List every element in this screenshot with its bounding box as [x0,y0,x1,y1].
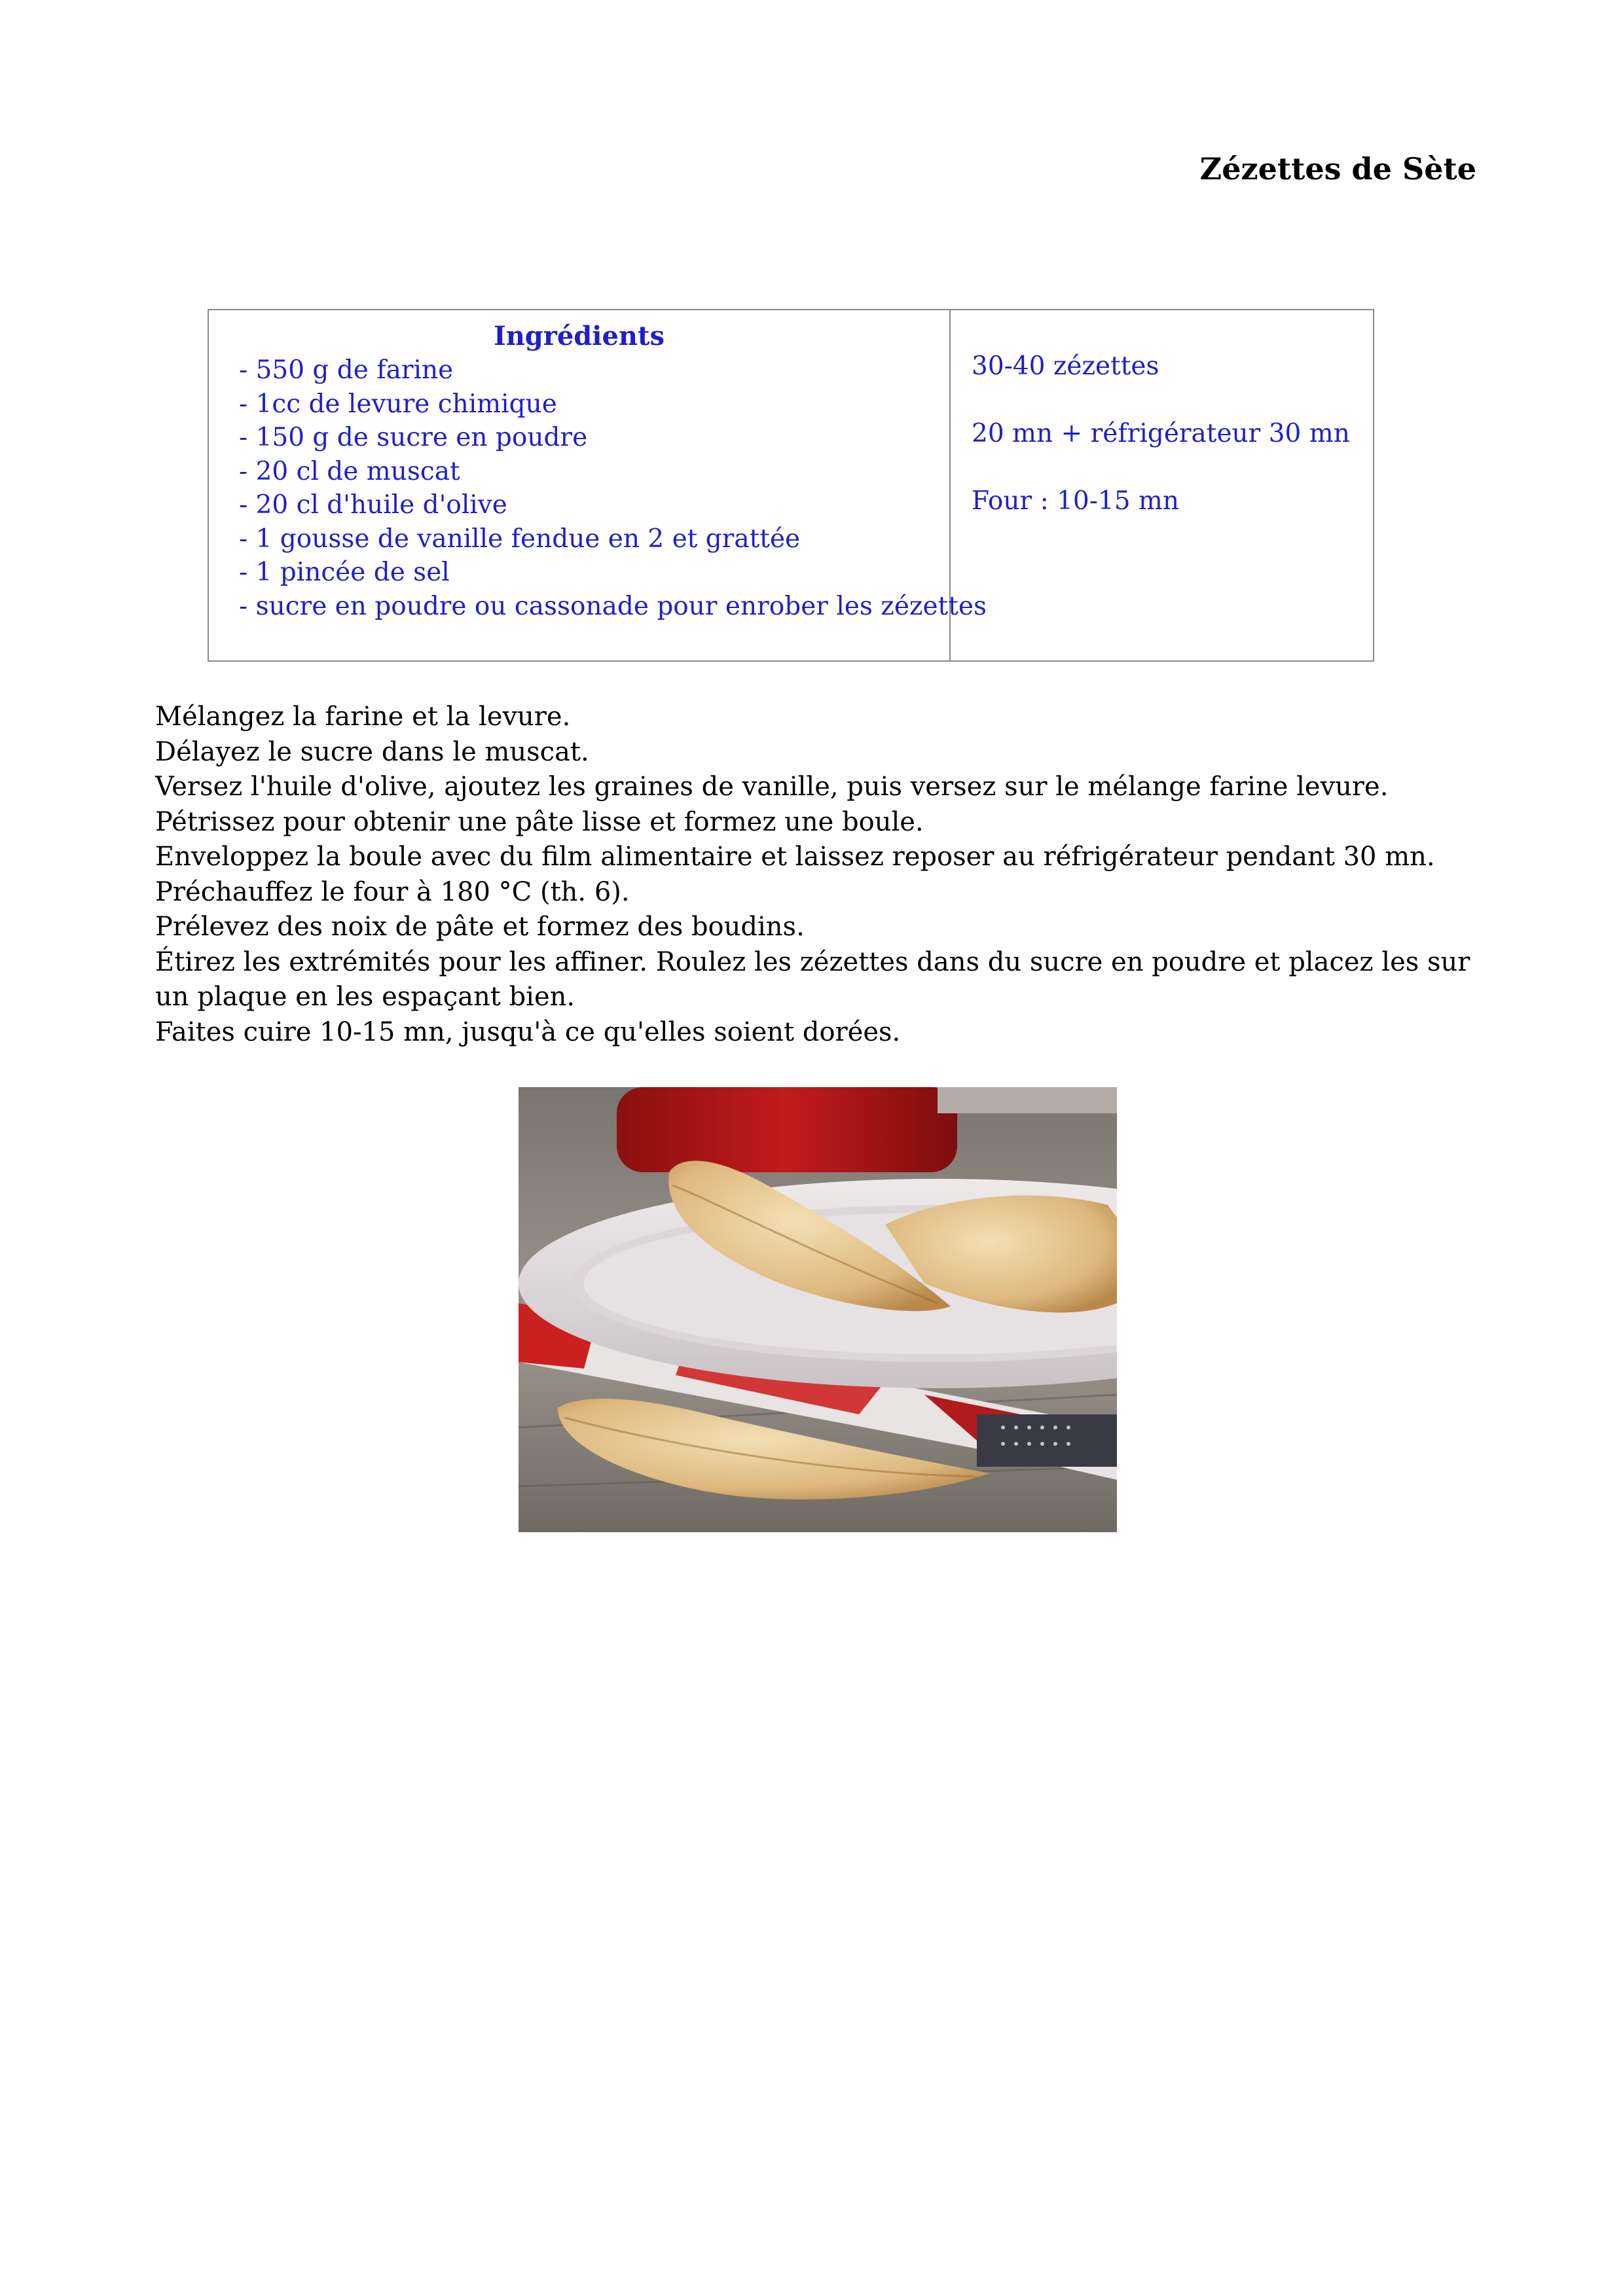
instruction-step: Délayez le sucre dans le muscat. [155,736,589,767]
instruction-step: Pétrissez pour obtenir une pâte lisse et formez une boule. [155,806,924,837]
page-title: Zézettes de Sète [1199,151,1476,187]
ingredient-item: - 1 gousse de vanille fendue en 2 et grattée [239,524,801,554]
instruction-step: Préchauffez le four à 180 °C (th. 6). [155,876,630,907]
prep-time-text: 20 mn + réfrigérateur 30 mn [972,419,1350,448]
instruction-step: Versez l'huile d'olive, ajoutez les graines de vanille, puis versez sur le mélange farine levure. [155,772,1389,802]
ingredient-item: - 150 g de sucre en poudre [239,423,588,452]
instruction-step: Enveloppez la boule avec du film alimentaire et laissez reposer au réfrigérateur pendant 30 mn. [155,842,1435,872]
ingredient-item: - 550 g de farine [239,355,454,385]
instruction-step: Prélevez des noix de pâte et formez des boudins. [155,912,805,942]
recipe-info-table [208,309,1374,662]
ingredient-item: - 20 cl de muscat [239,456,460,486]
recipe-info-cell [951,310,1373,660]
instruction-step: Étirez les extrémités pour les affiner. Roulez les zézettes dans du sucre en poudre et placez les sur un plaque en les espaçant bien. [155,946,1470,1012]
zezettes-photo [519,1087,1117,1532]
ingredient-item: - 20 cl d'huile d'olive [239,490,507,520]
instruction-step: Faites cuire 10-15 mn, jusqu'à ce qu'elles soient dorées. [155,1016,901,1047]
ingredient-item: - sucre en poudre ou cassonade pour enrober les zézettes [239,591,987,621]
oven-time-text: Four : 10-15 mn [972,486,1180,516]
ingredients-list [239,353,987,623]
ingredients-heading: Ingrédients [494,321,665,351]
ingredient-item: - 1cc de levure chimique [239,389,557,419]
yield-text: 30-40 zézettes [972,351,1159,381]
instruction-step: Mélangez la farine et la levure. [155,702,571,732]
instructions [155,700,1491,1050]
ingredients-cell [209,310,987,660]
ingredient-item: - 1 pincée de sel [239,558,450,587]
